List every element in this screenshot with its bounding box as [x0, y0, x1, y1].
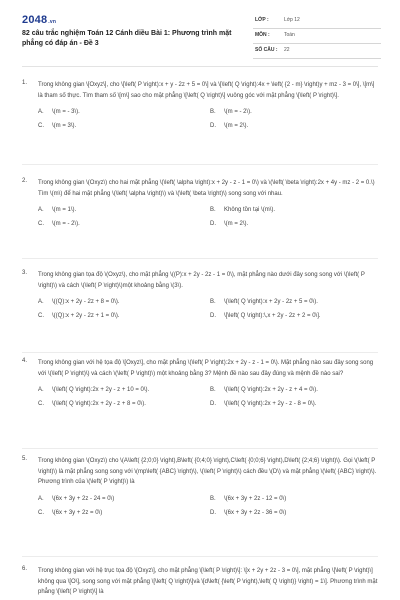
option-b[interactable]: B. \(6x + 3y + 2z - 12 = 0\) [210, 495, 287, 502]
question-2 [0, 178, 400, 270]
meta-row-class [253, 14, 381, 29]
option-b[interactable]: B. \(m = - 2\). [210, 109, 252, 115]
question-divider [22, 352, 378, 353]
option-c[interactable]: C. \(\left( Q \right):2x + 2y - z + 8 = 0\). [38, 401, 146, 407]
option-d[interactable]: D. \(\left( Q \right):2x + 2y - z - 8 = 0\). [210, 401, 317, 407]
option-a[interactable]: A. \(6x + 3y + 2z - 24 = 0\) [38, 495, 115, 502]
question-text: Trong không gian tọa độ \(Oxyz\), cho mặt phẳng \((P):x + 2y - 2z - 1 = 0\), mặt phẳng nào dưới đây song song với \(\left( P \right)\) và cách \(\left( P \right)\)một khoảng bằng \(3\). [38, 272, 365, 289]
option-d[interactable]: D. \(m = 2\). [210, 221, 249, 227]
question-5 [0, 456, 400, 566]
answer-options [38, 207, 378, 227]
question-number: 1. [22, 80, 28, 86]
question-4 [0, 358, 400, 456]
document-title: 82 câu trắc nghiệm Toán 12 Cánh diều Bài 1: Phương trình mặt phẳng có đáp án - Đề 3 [22, 30, 232, 47]
question-1 [0, 80, 400, 168]
page-header [0, 0, 400, 64]
answer-options [38, 387, 378, 407]
question-divider [22, 448, 378, 449]
meta-row-count [253, 44, 381, 59]
option-b[interactable]: B. Không tồn tại \(m\). [210, 207, 276, 213]
meta-label: MÔN : [255, 32, 270, 38]
question-divider [22, 164, 378, 165]
question-divider [22, 258, 378, 259]
option-a[interactable]: A. \(m = - 3\). [38, 109, 80, 115]
question-list [0, 80, 400, 600]
question-number: 5. [22, 456, 28, 462]
option-c[interactable]: C. \(m = - 2\). [38, 221, 80, 227]
meta-label: SỐ CÂU : [255, 47, 278, 53]
meta-value: Toán [284, 32, 295, 38]
option-c[interactable]: C. \((Q):x + 2y - 2z + 1 = 0\). [38, 313, 120, 319]
question-number: 4. [22, 358, 28, 364]
question-text: Trong không gian \(Oxyz\) cho hai mặt phẳng \(\left( \alpha \right):x + 2y - z - 1 = 0\) và \(\left( \beta \right):2x + 4y - mz - 2 = 0.\) Tìm \(m\) để hai mặt phẳng \(\left( \alpha \right)\) và \(\left( \beta \right)\) song song với nhau. [38, 180, 375, 197]
answer-options [38, 299, 378, 319]
question-text: Trong không gian \(Oxyz\) cho \(A\left( {2;0;0} \right),B\left( {0;4;0} \right),C\left( {0;0;6} \right),D\left( {2;4;6} \right)\). Gọi \(\left( P \right)\) là mặt phẳng song song với \(mp\left( {ABC} \right)\), \(\left( P \right)\) cách đều \(D\) và mặt phẳng \(\left( {ABC} \right)\). Phương trình của \(\left( P \right)\) là [38, 458, 377, 485]
meta-table [253, 14, 381, 59]
option-d[interactable]: D. \[\left( Q \right):\,x + 2y - 2z + 2 = 0\]. [210, 313, 321, 319]
answer-options [38, 496, 378, 516]
question-number: 3. [22, 270, 28, 276]
option-c[interactable]: C. \(m = 3\). [38, 123, 77, 129]
site-logo[interactable]: 2048.vn [22, 14, 57, 26]
question-number: 2. [22, 178, 28, 184]
option-b[interactable]: B. \(\left( Q \right):2x + 2y - z + 4 = 0\). [210, 387, 318, 393]
question-number: 6. [22, 566, 28, 572]
question-text: Trong không gian \[Oxyz\], cho \[\left( P \right):x + y - 2z + 5 = 0\] và \[\left( Q \right):4x + \left( {2 - m} \right)y + mz - 3 = 0\], \[m\] là tham số thực. Tìm tham số \[m\] sao cho mặt phẳng \[\left( Q \right)\] vuông góc với mặt phẳng \[\left( P \right)\]. [38, 82, 375, 99]
header-divider [22, 66, 378, 67]
option-d[interactable]: D. \(m = 2\). [210, 123, 249, 129]
question-text: Trong không gian với hệ tọa độ \[Oxyz\], cho mặt phẳng \(\left( P \right):2x + 2y - z - 1 = 0\). Mặt phẳng nào sau đây song song với \(\left( P \right)\) và cách \(\left( P \right)\) một khoảng bằng 3? Mệnh đề nào sau đây đúng và mệnh đề nào sai? [38, 360, 374, 377]
option-a[interactable]: A. \(m = 1\). [38, 207, 77, 213]
meta-label: LỚP : [255, 17, 269, 23]
option-a[interactable]: A. \(\left( Q \right):2x + 2y - z + 10 = 0\). [38, 387, 150, 393]
question-3 [0, 270, 400, 358]
answer-options [38, 109, 378, 129]
meta-row-subject [253, 29, 381, 44]
option-b[interactable]: B. \(\left( Q \right):x + 2y - 2z + 5 = 0\). [210, 299, 318, 305]
meta-value: 22 [284, 47, 290, 53]
option-d[interactable]: D. \(6x + 3y + 2z - 36 = 0\) [210, 509, 287, 516]
option-c[interactable]: C. \(6x + 3y + 2z = 0\) [38, 509, 103, 516]
question-divider [22, 556, 378, 557]
option-a[interactable]: A. \((Q):x + 2y - 2z + 8 = 0\). [38, 299, 120, 305]
question-6 [0, 566, 400, 600]
question-text: Trong không gian với hệ trục tọa độ \[Oxyz\], cho mặt phẳng \[\left( P \right)\]: \[x + 2y + 2z - 3 = 0\], mặt phẳng \[\left( P \right)\] không qua \[O\], song song với mặt phẳng \[\left( Q \right)\]và \[d\left( {\left( P \right),\left( Q \right)} \right) = 1\]. Phương trình mặt phẳng \[\left( P \right)\] là [38, 568, 378, 595]
meta-value: Lớp 12 [284, 17, 300, 23]
